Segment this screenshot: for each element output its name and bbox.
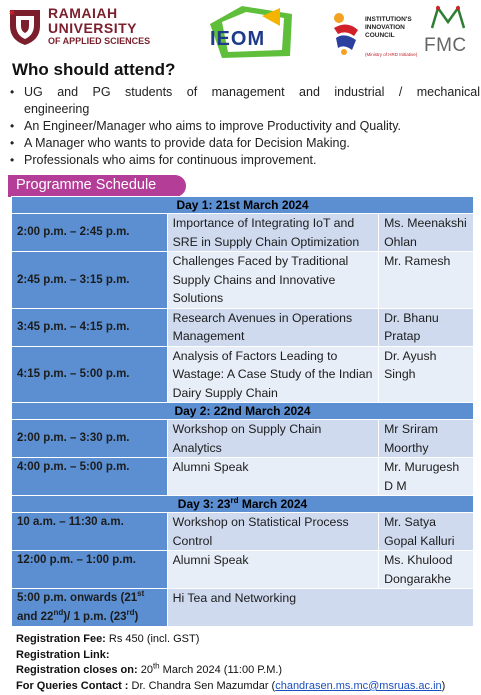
time-part: and 22 <box>17 610 54 623</box>
bullet-icon: • <box>10 136 15 150</box>
session-time: 4:00 p.m. – 5:00 p.m. <box>12 458 168 496</box>
contact-line <box>16 679 445 695</box>
session-speaker: Dr. Bhanu Pratap <box>379 308 474 346</box>
day3-suffix: March 2024 <box>238 497 308 511</box>
closes-value-b: March 2024 (11:00 P.M.) <box>159 664 283 677</box>
session-time: 4:15 p.m. – 5:00 p.m. <box>12 346 168 403</box>
contact-close: ) <box>441 679 446 692</box>
closes-value: 20 <box>137 664 153 677</box>
session-topic: Workshop on Supply Chain Analytics <box>167 420 378 458</box>
audience-text: Professionals who aims for continuous improvement. <box>24 153 317 167</box>
session-time: 2:00 p.m. – 3:30 p.m. <box>12 420 168 458</box>
session-speaker: Mr. Ramesh <box>379 252 474 309</box>
table-row <box>12 346 474 403</box>
audience-item <box>8 84 480 118</box>
contact-name: Dr. Chandra Sen Mazumdar ( <box>128 679 276 692</box>
table-row <box>12 551 474 589</box>
registration-info <box>16 632 445 694</box>
ieom-wordmark: IEOM <box>210 28 266 50</box>
session-speaker: Mr Sriram Moorthy <box>379 420 474 458</box>
fmc-wordmark: FMC <box>424 35 467 56</box>
time-part: ) <box>134 610 139 623</box>
table-row <box>12 513 474 551</box>
time-sup: st <box>137 589 145 599</box>
who-should-attend-heading: Who should attend? <box>12 60 176 79</box>
session-speaker: Mr. Satya Gopal Kalluri <box>379 513 474 551</box>
session-time: 12:00 p.m. – 1:00 p.m. <box>12 551 168 589</box>
closes-sup: th <box>152 661 160 671</box>
day3-prefix: Day 3: 23 <box>177 497 231 511</box>
audience-item <box>8 135 480 152</box>
table-row <box>12 252 474 309</box>
session-speaker: Mr. Murugesh D M <box>379 458 474 496</box>
schedule-table <box>11 196 474 627</box>
session-time: 2:45 p.m. – 3:15 p.m. <box>12 252 168 309</box>
time-sup: nd <box>53 607 64 617</box>
session-topic: Alumni Speak <box>167 458 378 496</box>
link-line <box>16 648 445 664</box>
audience-text: An Engineer/Manager who aims to improve Productivity and Quality. <box>24 119 402 133</box>
ramaiah-line2: UNIVERSITY <box>48 20 138 36</box>
audience-item <box>8 152 480 169</box>
closes-label: Registration closes on: <box>16 664 138 677</box>
time-sup: rd <box>126 607 135 617</box>
ramaiah-wordmark <box>48 6 150 46</box>
day3-sup: rd <box>230 496 239 505</box>
session-topic: Challenges Faced by Traditional Supply Chains and Innovative Solutions <box>167 252 378 309</box>
bullet-icon: • <box>10 85 15 99</box>
day-header-row <box>12 496 474 513</box>
fmc-logo-icon <box>428 4 468 30</box>
bullet-icon: • <box>10 153 15 167</box>
session-topic: Hi Tea and Networking <box>167 589 473 627</box>
fee-label: Registration Fee: <box>16 633 106 645</box>
table-row <box>12 589 474 627</box>
session-time: 3:45 p.m. – 4:15 p.m. <box>12 308 168 346</box>
header <box>0 0 481 62</box>
ramaiah-line1: RAMAIAH <box>48 5 118 21</box>
audience-text: A Manager who wants to provide data for Decision Making. <box>24 136 350 150</box>
programme-schedule-title: Programme Schedule <box>16 177 157 193</box>
iic-title: INSTITUTION'S INNOVATION COUNCIL <box>365 16 412 40</box>
session-topic: Research Avenues in Operations Management <box>167 308 378 346</box>
time-part: )/ 1 p.m. (23 <box>63 610 127 623</box>
table-row <box>12 458 474 496</box>
audience-text: UG and PG students of management and industrial / mechanical engineering <box>24 85 480 116</box>
table-row <box>12 308 474 346</box>
audience-item <box>8 118 480 135</box>
session-speaker: Ms. Khulood Dongarakhe <box>379 551 474 589</box>
fee-line <box>16 632 445 648</box>
bullet-icon: • <box>10 119 15 133</box>
session-topic: Importance of Integrating IoT and SRE in Supply Chain Optimization <box>167 214 378 252</box>
closes-line <box>16 663 445 679</box>
session-speaker: Dr. Ayush Singh <box>379 346 474 403</box>
session-topic: Analysis of Factors Leading to Wastage: A Case Study of the Indian Dairy Supply Chain <box>167 346 378 403</box>
session-time: 10 a.m. – 11:30 a.m. <box>12 513 168 551</box>
svg-text:✱: ✱ <box>9 9 15 17</box>
time-part: 5:00 p.m. onwards (21 <box>17 592 138 604</box>
day3-header <box>12 496 474 513</box>
ramaiah-line3: OF APPLIED SCIENCES <box>48 36 151 46</box>
table-row <box>12 214 474 252</box>
table-row <box>12 420 474 458</box>
audience-list <box>8 84 480 169</box>
session-time: 2:00 p.m. – 2:45 p.m. <box>12 214 168 252</box>
contact-label: For Queries Contact : <box>16 679 129 692</box>
link-label: Registration Link: <box>16 648 110 661</box>
day1-header: Day 1: 21st March 2024 <box>12 197 474 214</box>
day-header-row <box>12 197 474 214</box>
session-time <box>12 589 168 627</box>
contact-email-link[interactable]: chandrasen.ms.mc@msruas.ac.in <box>275 679 442 692</box>
iic-subtitle: (Ministry of HRD Initiative) <box>365 52 418 57</box>
session-topic: Workshop on Statistical Process Control <box>167 513 378 551</box>
fee-value: Rs 450 (incl. GST) <box>105 633 200 645</box>
iic-logo-icon <box>330 10 364 56</box>
session-topic: Alumni Speak <box>167 551 378 589</box>
day2-header: Day 2: 22nd March 2024 <box>12 403 474 420</box>
day-header-row <box>12 403 474 420</box>
ramaiah-logo-icon <box>6 6 44 46</box>
session-speaker: Ms. Meenakshi Ohlan <box>379 214 474 252</box>
